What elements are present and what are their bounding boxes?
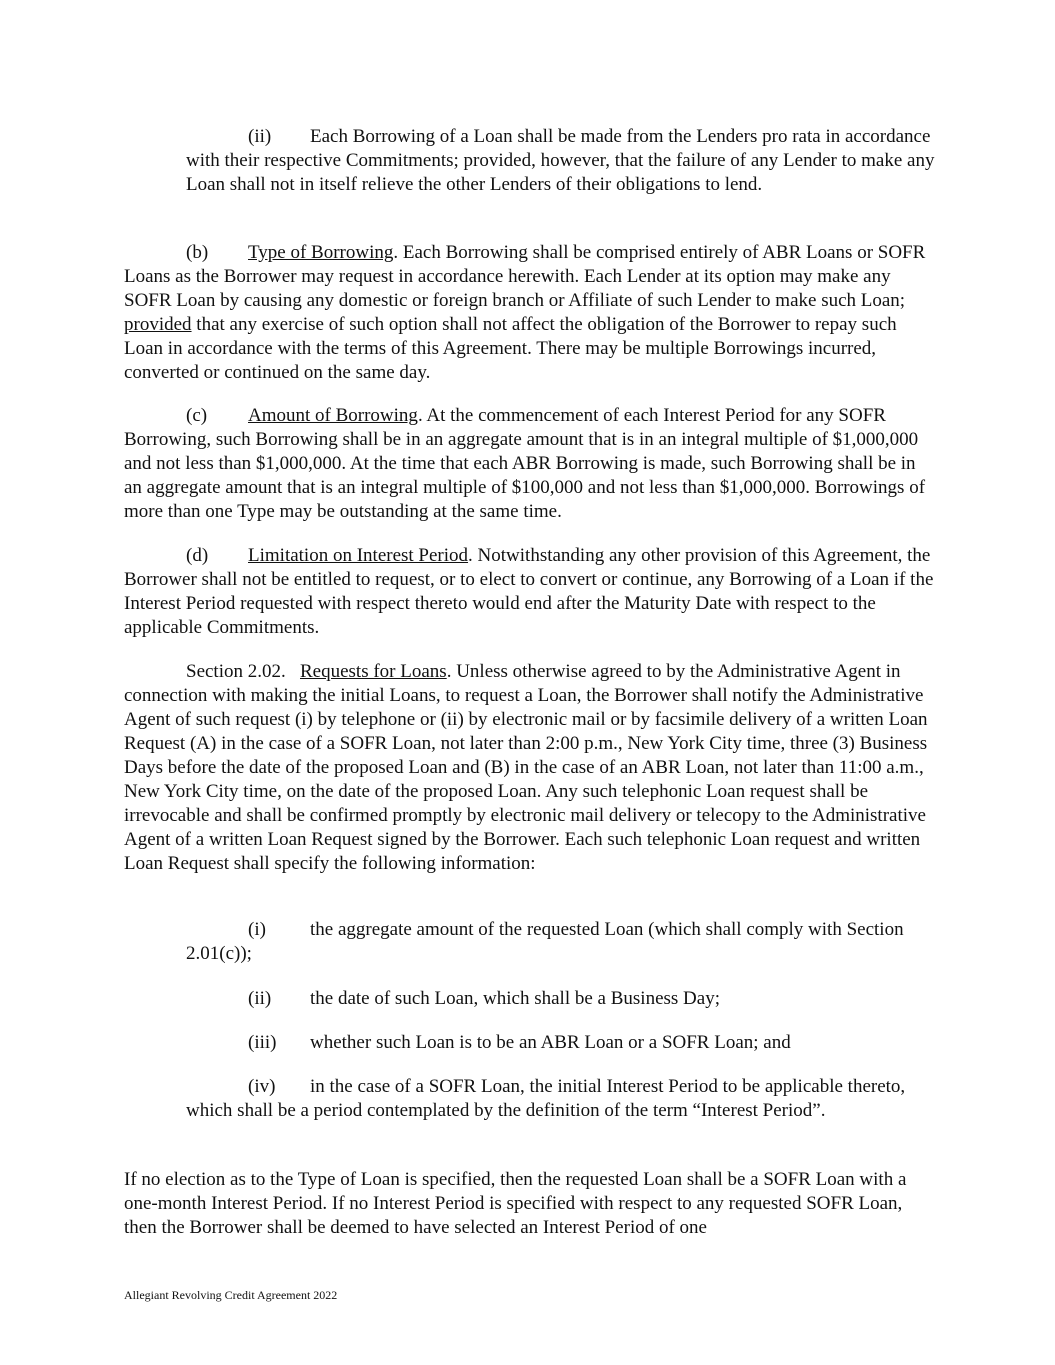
clause-number: (b): [186, 242, 209, 263]
list-number: (iv): [248, 1076, 276, 1097]
section-text: . Unless otherwise agreed to by the Administrative Agent in connection with making the initial Loans, to request a Loan, the Borrower shall notify the Administrative Agent of such request (i) by telephone or (ii) by electronic mail or by facsimile delivery of a written Loan Request (A) in the case of a SOFR Loan, not later than 2:00 p.m., New York City time, three (3) Business Days before the date of the proposed Loan and (B) in the case of an ABR Loan, not later than 11:00 a.m., New York City time, on the date of the proposed Loan. Any such telephonic Loan request shall be irrevocable and shall be confirmed promptly by electronic mail delivery or telecopy to the Administrative Agent of a written Loan Request signed by the Borrower. Each such telephonic Loan request and written Loan Request shall specify the following information:: [124, 661, 928, 874]
list-text: the aggregate amount of the requested Loan (which shall comply with Section 2.01(c));: [186, 919, 904, 964]
paragraph-text: . Each Borrowing shall be comprised entirely of ABR Loans or SOFR Loans as the Borrower may request in accordance herewith. Each Lender at its option may make any SOFR Loan by causing any domestic or foreign branch or Affiliate of such Lender to make such Loan;: [124, 242, 926, 311]
list-item-ii: [186, 987, 936, 1011]
page-footer: Allegiant Revolving Credit Agreement 2022: [124, 1288, 338, 1302]
clause-number: (d): [186, 545, 209, 566]
list-item-i: [186, 918, 936, 966]
list-number: (ii): [248, 988, 272, 1009]
paragraph-heading: Type of Borrowing: [248, 242, 394, 263]
paragraph-heading: Limitation on Interest Period: [248, 545, 469, 566]
paragraph-a-ii: [186, 125, 936, 197]
paragraph-text: Each Borrowing of a Loan shall be made from the Lenders pro rata in accordance with their respective Commitments; provided, however, that the failure of any Lender to make any Loan shall not in itself relieve the other Lenders of their obligations to lend.: [186, 126, 935, 195]
list-number: (i): [248, 919, 266, 940]
section-number: Section 2.02.: [186, 661, 286, 682]
list-number: (iii): [248, 1032, 277, 1053]
paragraph-text: that any exercise of such option shall not affect the obligation of the Borrower to repay such Loan in accordance with the terms of this Agreement. There may be multiple Borrowings incurred, converted or continued on the same day.: [124, 314, 897, 383]
list-text: whether such Loan is to be an ABR Loan or a SOFR Loan; and: [310, 1032, 791, 1053]
list-item-iii: [186, 1031, 936, 1055]
paragraph-text: . At the commencement of each Interest Period for any SOFR Borrowing, such Borrowing shall be in an aggregate amount that is in an integral multiple of $1,000,000 and not less than $1,000,000. At the time that each ABR Borrowing is made, such Borrowing shall be in an aggregate amount that is an integral multiple of $100,000 and not less than $1,000,000. Borrowings of more than one Type may be outstanding at the same time.: [124, 405, 926, 522]
provided-term: provided: [124, 314, 192, 335]
list-text: in the case of a SOFR Loan, the initial Interest Period to be applicable thereto, which shall be a period contemplated by the definition of the term “Interest Period”.: [186, 1076, 906, 1121]
list-text: the date of such Loan, which shall be a Business Day;: [310, 988, 720, 1009]
section-heading: Requests for Loans: [300, 661, 447, 682]
paragraph-b: [124, 241, 936, 385]
paragraph-c: [124, 404, 936, 524]
clause-number: (c): [186, 405, 208, 426]
paragraph-text: . Notwithstanding any other provision of this Agreement, the Borrower shall not be entitled to request, or to elect to convert or continue, any Borrowing of a Loan if the Interest Period requested with respect thereto would end after the Maturity Date with respect to the applicable Commitments.: [124, 545, 934, 638]
list-item-iv: [186, 1075, 936, 1123]
section-2-02: [124, 660, 936, 876]
clause-number: (ii): [248, 126, 272, 147]
paragraph-d: [124, 544, 936, 640]
paragraph-heading: Amount of Borrowing: [248, 405, 418, 426]
closing-paragraph: If no election as to the Type of Loan is specified, then the requested Loan shall be a SOFR Loan with a one-month Interest Period. If no Interest Period is specified with respect to any requested SOFR Loan, then the Borrower shall be deemed to have selected an Interest Period of one: [124, 1169, 907, 1238]
